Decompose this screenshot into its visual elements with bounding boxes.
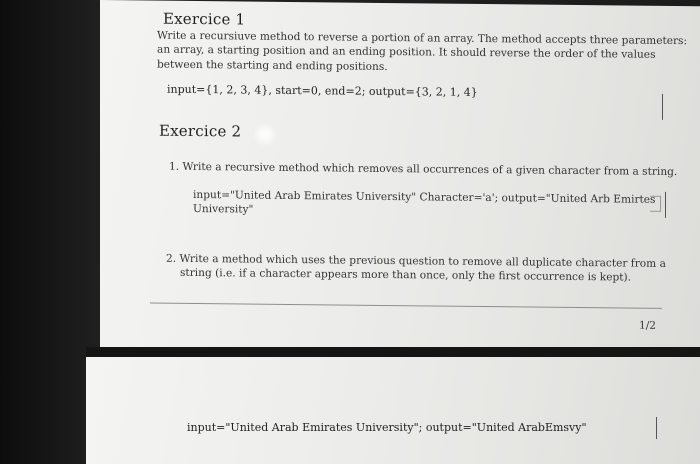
exercise-2-q1-example-line-2: University"	[193, 202, 254, 216]
exercise-2-title: Exercice 2	[159, 121, 242, 141]
page-gap	[86, 347, 700, 357]
exercise-1-text-line-2: an array, a starting position and an ending position. It should reverse the order of the values	[157, 43, 656, 61]
text-cursor-3	[656, 417, 657, 439]
page-2-example: input="United Arab Emirates University"; output="United ArabEmsvy"	[187, 421, 587, 434]
footer-rule	[150, 303, 662, 309]
text-cursor	[662, 94, 663, 120]
exercise-1-text-line-3: between the starting and ending positions.	[157, 58, 388, 74]
page-number: 1/2	[639, 319, 657, 332]
exercise-1-title: Exercice 1	[163, 9, 246, 29]
selection-box	[650, 196, 661, 212]
exercise-1-text-line-1: Write a recursiuve method to reverse a portion of an array. The method accepts three parameters:	[157, 29, 688, 48]
light-glare	[252, 124, 278, 146]
exercise-2-q1-example-line-1: input="United Arab Emirates University" Character='a'; output="United Arb Emirtes	[193, 188, 656, 206]
exercise-2-question-2-line-2: string (i.e. if a character appears more than once, only the first occurrence is kept).	[180, 266, 632, 284]
document-page-1	[100, 0, 700, 358]
document-page-2	[86, 357, 700, 464]
exercise-2-question-2-line-1: 2. Write a method which uses the previous question to remove all duplicate character from a	[166, 252, 666, 270]
exercise-1-example: input={1, 2, 3, 4}, start=0, end=2; output={3, 2, 1, 4}	[167, 82, 478, 99]
text-cursor-2	[665, 192, 666, 218]
exercise-2-question-1: 1. Write a recursive method which removes all occurrences of a given character from a string.	[169, 160, 678, 179]
